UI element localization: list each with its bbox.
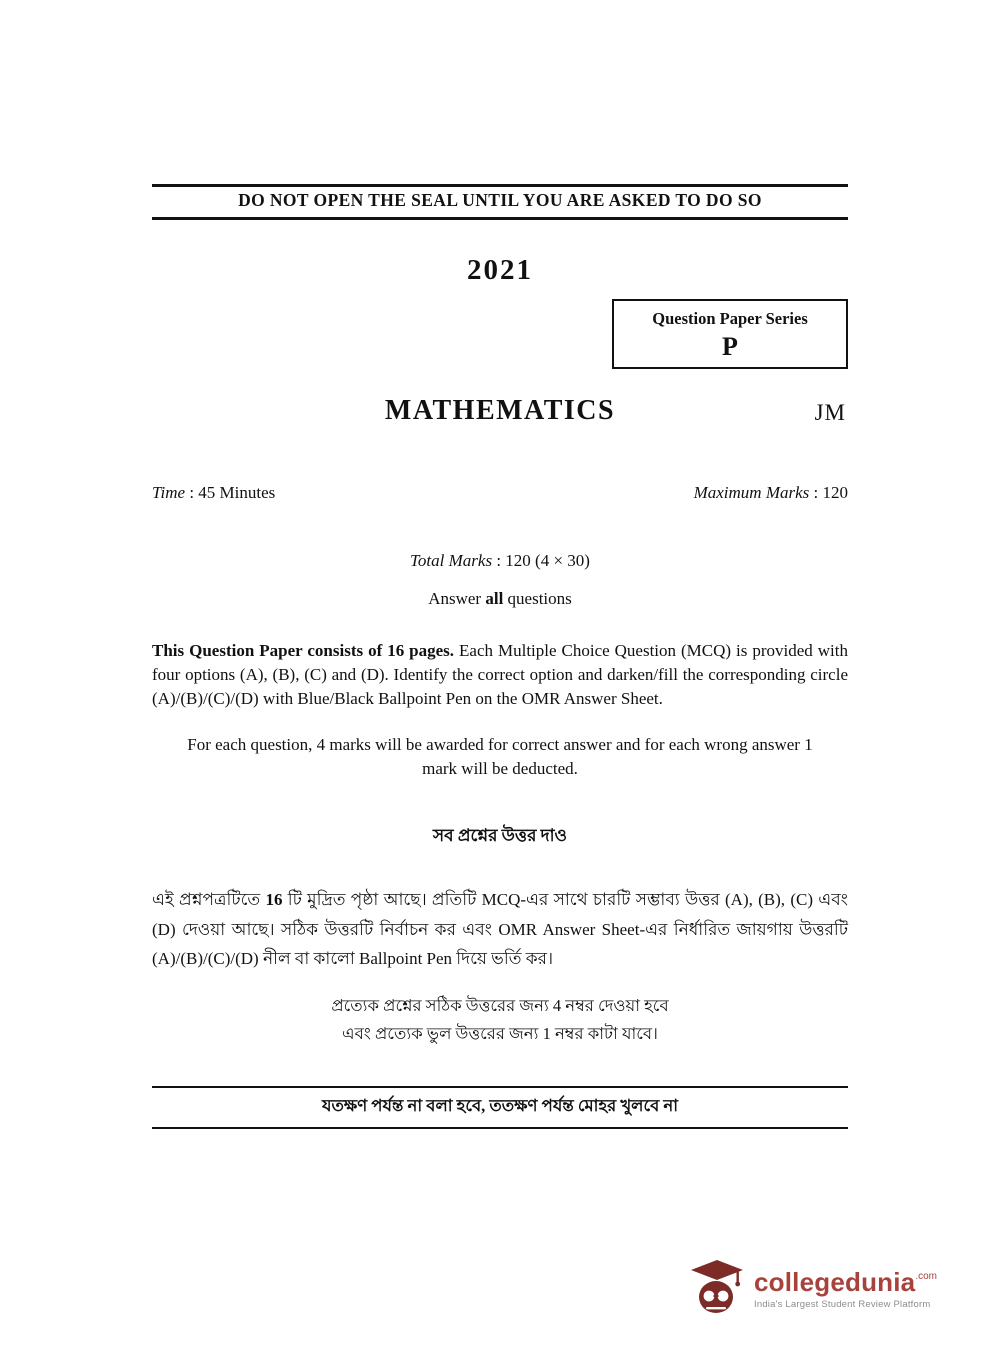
page-content (152, 0, 848, 1129)
answer-all-bold: all (485, 589, 504, 608)
collegedunia-mascot-icon (690, 1259, 744, 1320)
instructions-english (152, 639, 848, 711)
subject-row (152, 395, 848, 427)
subject-title: MATHEMATICS (384, 395, 616, 426)
collegedunia-logo-text (754, 1269, 937, 1310)
answer-all-questions-bengali: সব প্রশ্নের উত্তর দাও (432, 825, 568, 845)
total-marks-line (152, 551, 848, 571)
total-marks-value: : 120 (4 × 30) (492, 551, 590, 570)
maximum-marks (694, 483, 848, 503)
answer-prefix: Answer (428, 589, 486, 608)
marking-scheme-english: For each question, 4 marks will be awarded for correct answer and for each wrong answer 1 mark will be deducted. (187, 735, 813, 779)
answer-all-questions-line (152, 589, 848, 609)
collegedunia-logo (690, 1259, 937, 1320)
meta-row (152, 483, 848, 503)
brand-tagline: India's Largest Student Review Platform (754, 1299, 931, 1310)
instructions-english-lead: This Question Paper consists of 16 pages. (152, 641, 455, 660)
marking-bengali-line1: প্রত্যেক প্রশ্নের সঠিক উত্তরের জন্য 4 নম্বর দেওয়া হবে (331, 996, 669, 1016)
paper-code: JM (814, 400, 846, 425)
answer-suffix: questions (503, 589, 572, 608)
brand-tld: .com (915, 1271, 937, 1282)
series-box-value: P (722, 332, 738, 361)
seal-notice-bottom: যতক্ষণ পর্যন্ত না বলা হবে, ততক্ষণ পর্যন্ত মোহর খুলবে না (152, 1086, 848, 1129)
marking-scheme-bengali (152, 992, 848, 1048)
instructions-english-body: Each Multiple Choice Question (MCQ) is provided with four options (A), (B), (C) and (D). Identify the correct option and darken/fill the corresponding circle (A)/(B)/(C)/(D) with Blue/Black Ballpoint Pen on the OMR Answer Sheet. (152, 641, 848, 709)
exam-year: 2021 (467, 254, 533, 286)
instructions-bengali-prefix: এই প্রশ্নপত্রটিতে (152, 889, 266, 909)
seal-notice-top: DO NOT OPEN THE SEAL UNTIL YOU ARE ASKED TO DO SO (152, 184, 848, 220)
maximum-marks-label: Maximum Marks (693, 483, 810, 502)
instructions-bengali-rest: টি মুদ্রিত পৃষ্ঠা আছে। প্রতিটি MCQ-এর সাথে চারটি সম্ভাব্য উত্তর (A), (B), (C) এবং (D) দেওয়া আছে। সঠিক উত্তরটি নির্বাচন কর এবং OMR Answer Sheet-এর নির্ধারিত জায়গায় উত্তরটি (A)/(B)/(C)/(D) নীল বা কালো Ballpoint Pen দিয়ে ভর্তি কর। (152, 889, 848, 969)
series-box-label: Question Paper Series (652, 309, 808, 328)
question-paper-series-box (612, 299, 848, 369)
time-value: : 45 Minutes (185, 483, 276, 502)
total-marks-label: Total Marks (410, 551, 493, 570)
brand-name: collegedunia (754, 1267, 916, 1297)
instructions-bengali (152, 885, 848, 974)
time-allowed (152, 483, 275, 503)
marking-bengali-line2: এবং প্রত্যেক ভুল উত্তরের জন্য 1 নম্বর কাটা যাবে। (342, 1024, 658, 1044)
instructions-bengali-bold: 16 (265, 889, 283, 909)
maximum-marks-value: : 120 (809, 483, 848, 502)
time-label: Time (152, 483, 186, 502)
brand-line (754, 1269, 937, 1295)
